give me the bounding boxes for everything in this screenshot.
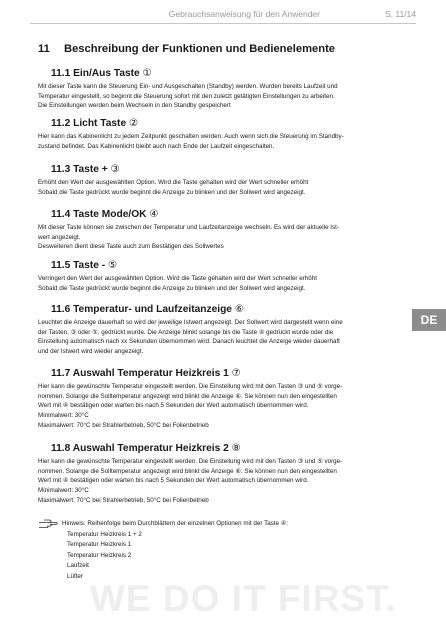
section-line: Mit dieser Taste können sie zwischen der Temperatur und Laufzeitanzeige wechseln. Es wird der aktuelle Ist- [38,224,339,231]
section-line: Maximalwert: 70°C bei Strahlerbetrieb, 50°C bei Folienbetrieb [38,421,209,429]
section-heading-text: 11.1 Ein/Aus Taste [51,68,140,79]
list-item: Temperatur Heizkreis 2 [67,551,132,559]
section-mode-ok-key [38,208,410,252]
section-line: Die Einstellungen werden beim Wechseln in den Standby gespeichert [38,102,231,110]
section-heading-text: 11.5 Taste - [51,260,106,271]
section-line: Erhöht den Wert der ausgewählten Option. Wird die Taste gehalten wird der Wert schneller erhöht [38,179,309,186]
hint-text: Hinweis: Reihenfolge beim Durchblättern der einzelnen Optionen mit der Taste ④: [62,520,289,528]
section-line: und der Istwert wird wieder angezeigt. [38,348,144,356]
section-line: Wert mit ④ bestätigen oder warten bis nach 5 Sekunden der Wert automatisch übernommen wird. [38,402,309,410]
section-heading-text: 11.6 Temperatur- und Laufzeitanzeige [51,304,232,315]
section-minus-key [38,259,410,293]
section-heading [51,163,410,176]
section-heading-text: 11.7 Auswahl Temperatur Heizkreis 1 [51,368,229,379]
section-light-key [38,117,410,151]
section-heating-circuit-1 [38,367,410,431]
section-callout-number: ① [142,68,152,79]
section-line: der Tasten, ③ oder ⑤, gedrückt wurde. Die Anzeige blinkt solange bis die Taste ④ gedrückt wurde oder die [38,328,334,336]
section-line: zustand befindet. Das Kabinenlicht bleibt auch nach Ende der Laufzeit eingeschalten. [38,142,275,150]
section-line: Leuchtet die Anzeige dauerhaft so wird der jeweilige Istwert angezeigt. Der Sollwert wird dargestellt wenn eine [38,319,343,326]
list-item: Lüfter [67,572,83,580]
section-line: Sobald die Taste gedrückt wurde beginnt die Anzeige zu blinken und der Sollwert wird angezeigt. [38,284,306,292]
section-heading [51,67,410,80]
section-line: Einstellung automatisch nach xx Sekunden übernommen wird. Danach leuchtet die Anzeige wieder dauerhaft [38,338,340,346]
section-callout-number: ③ [110,164,120,175]
pointing-hand-icon [38,519,58,528]
list-item: Laufzeit [67,562,89,570]
section-line: nommen. Solange die Solltemperatur angezeigt wird blinkt die Anzeige ⑥. Sie können nun den eingestellten [38,392,337,400]
language-tab-de: DE [412,309,446,331]
section-line: Hier kann das Kabinenlicht zu jedem Zeitpunkt geschalten werden. Auch wenn sich die Steuerung im Standby- [38,133,344,140]
section-callout-number: ⑧ [231,443,241,454]
section-heading-text: 11.4 Taste Mode/OK [51,209,147,220]
section-line: Verringert den Wert der ausgewählten Option. Wird die Taste gehalten wird der Wert schneller erhöht [38,275,317,282]
section-heading [51,117,410,130]
brand-slogan: WE DO IT FIRST. [90,578,397,619]
section-heading-text: 11.3 Taste + [51,164,108,175]
list-item: Temperatur Heizkreis 1 + 2 [67,531,142,538]
section-plus-key [38,163,410,197]
section-heading [51,367,410,380]
section-heading [51,208,410,221]
header-divider [30,23,416,24]
section-heading-text: 11.8 Auswahl Temperatur Heizkreis 2 [51,443,229,454]
section-callout-number: ④ [149,209,159,220]
section-line: Sobald die Taste gedrückt wurde beginnt die Anzeige zu blinken und der Sollwert wird angezeigt. [38,188,306,196]
section-line: Hier kann die gewünschte Temperatur eingestellt werden. Die Einstellung wird mit den Tasten ③ und ⑤ vorge- [38,458,343,465]
hint-note [38,519,410,529]
section-line: Hier kann die gewünschte Temperatur eingestellt werden. Die Einstellung wird mit den Tasten ③ und ⑤ vorge- [38,383,343,390]
section-heading-text: 11.2 Licht Taste [51,118,127,129]
document-title: Gebrauchsanweisung für den Anwender [168,9,320,19]
chapter-title: Beschreibung der Funktionen und Bedienelemente [64,43,336,55]
section-line: wert angezeigt. [38,233,81,241]
chapter-heading [38,43,335,55]
section-line: Wert mit ④ bestätigen oder warten bis nach 5 Sekunden der Wert automatisch übernommen wird. [38,477,309,485]
section-heading [51,303,410,316]
section-line: Minimalwert: 30°C [38,487,89,495]
section-callout-number: ⑤ [108,260,118,271]
section-heading [51,442,410,455]
section-callout-number: ② [128,118,139,129]
section-line: nommen. Solange die Solltemperatur angezeigt wird blinkt die Anzeige ⑥. Sie können nun den eingestellten [38,467,337,475]
section-line: Desweiteren dient diese Taste auch zum Bestätigen des Sollwertes [38,243,224,251]
page-number: S. 11/14 [384,9,416,19]
section-line: Temperatur eingestellt, so beginnt die Steuerung sofort mit den zuletzt getätigten Einstellungen zu arbeiten. [38,92,335,100]
section-line: Maximalwert: 70°C bei Strahlerbetrieb, 50°C bei Folienbetrieb [38,496,209,504]
list-item: Temperatur Heizkreis 1 [67,541,132,549]
chapter-number: 11 [38,43,50,55]
section-line: Minimalwert: 30°C [38,412,89,420]
section-callout-number: ⑥ [234,304,244,315]
section-temperature-runtime-display [38,303,410,357]
section-line: Mit dieser Taste kann die Steuerung Ein- und Ausgeschalten (Standby) werden. Wurden bereits Laufzeit und [38,83,338,90]
section-heating-circuit-2 [38,442,410,506]
section-on-off-key [38,67,410,111]
section-heading [51,259,410,272]
option-order-list [67,530,142,582]
section-callout-number: ⑦ [231,368,241,379]
